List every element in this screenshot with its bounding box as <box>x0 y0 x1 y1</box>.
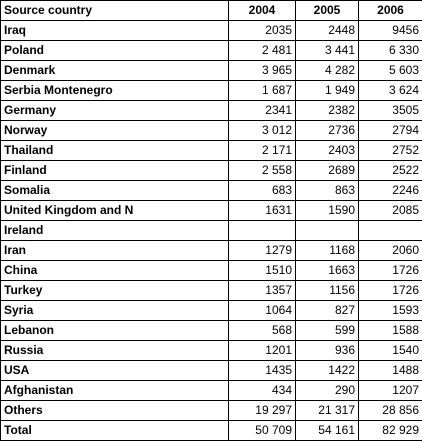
country-cell: Serbia Montenegro <box>1 81 229 101</box>
value-cell-2005 <box>296 221 359 241</box>
value-cell-2006: 5 603 <box>359 61 422 81</box>
value-cell-2004: 2 171 <box>229 141 296 161</box>
table-row <box>1 81 422 101</box>
value-cell-2005: 290 <box>296 381 359 401</box>
value-cell-2004: 1201 <box>229 341 296 361</box>
table-row <box>1 341 422 361</box>
value-cell-2004: 2 481 <box>229 41 296 61</box>
table-row <box>1 61 422 81</box>
country-cell: Poland <box>1 41 229 61</box>
country-cell: Iran <box>1 241 229 261</box>
value-cell-2005: 1156 <box>296 281 359 301</box>
value-cell-2006: 1726 <box>359 281 422 301</box>
value-cell-2005: 4 282 <box>296 61 359 81</box>
value-cell-2005: 863 <box>296 181 359 201</box>
year-header-2004: 2004 <box>229 1 296 21</box>
table-row <box>1 321 422 341</box>
value-cell-2006: 82 929 <box>359 421 422 441</box>
country-cell: Finland <box>1 161 229 181</box>
country-cell: Total <box>1 421 229 441</box>
value-cell-2005: 599 <box>296 321 359 341</box>
country-cell: Turkey <box>1 281 229 301</box>
value-cell-2006: 28 856 <box>359 401 422 421</box>
value-cell-2004 <box>229 221 296 241</box>
value-cell-2006: 1207 <box>359 381 422 401</box>
country-cell: China <box>1 261 229 281</box>
value-cell-2004: 3 965 <box>229 61 296 81</box>
value-cell-2006: 2246 <box>359 181 422 201</box>
value-cell-2005: 54 161 <box>296 421 359 441</box>
value-cell-2005: 827 <box>296 301 359 321</box>
value-cell-2006: 2522 <box>359 161 422 181</box>
value-cell-2005: 1663 <box>296 261 359 281</box>
value-cell-2006: 2085 <box>359 201 422 221</box>
table-row <box>1 101 422 121</box>
country-cell: Lebanon <box>1 321 229 341</box>
value-cell-2006: 1726 <box>359 261 422 281</box>
table-row <box>1 301 422 321</box>
country-cell: Somalia <box>1 181 229 201</box>
value-cell-2005: 2382 <box>296 101 359 121</box>
country-cell: Germany <box>1 101 229 121</box>
country-cell: Others <box>1 401 229 421</box>
year-header-2006: 2006 <box>359 1 422 21</box>
table-row <box>1 241 422 261</box>
value-cell-2006 <box>359 221 422 241</box>
table-row <box>1 201 422 221</box>
value-cell-2004: 1064 <box>229 301 296 321</box>
value-cell-2006: 3505 <box>359 101 422 121</box>
value-cell-2005: 21 317 <box>296 401 359 421</box>
table-row <box>1 161 422 181</box>
table-row <box>1 21 422 41</box>
table-row <box>1 361 422 381</box>
table-row <box>1 281 422 301</box>
country-cell: Russia <box>1 341 229 361</box>
value-cell-2005: 2448 <box>296 21 359 41</box>
value-cell-2004: 434 <box>229 381 296 401</box>
country-cell: Denmark <box>1 61 229 81</box>
value-cell-2004: 3 012 <box>229 121 296 141</box>
country-cell: Ireland <box>1 221 229 241</box>
country-cell: Syria <box>1 301 229 321</box>
value-cell-2005: 2403 <box>296 141 359 161</box>
header-row <box>1 1 422 21</box>
table-row <box>1 221 422 241</box>
value-cell-2006: 3 624 <box>359 81 422 101</box>
value-cell-2006: 2794 <box>359 121 422 141</box>
value-cell-2005: 1168 <box>296 241 359 261</box>
value-cell-2004: 1 687 <box>229 81 296 101</box>
value-cell-2006: 1588 <box>359 321 422 341</box>
year-header-2005: 2005 <box>296 1 359 21</box>
value-cell-2006: 1488 <box>359 361 422 381</box>
table-row <box>1 41 422 61</box>
country-cell: Thailand <box>1 141 229 161</box>
country-cell: United Kingdom and N <box>1 201 229 221</box>
table-row <box>1 401 422 421</box>
value-cell-2005: 1 949 <box>296 81 359 101</box>
value-cell-2004: 19 297 <box>229 401 296 421</box>
value-cell-2004: 1631 <box>229 201 296 221</box>
table-row <box>1 381 422 401</box>
country-cell: Afghanistan <box>1 381 229 401</box>
value-cell-2004: 50 709 <box>229 421 296 441</box>
country-cell: Iraq <box>1 21 229 41</box>
value-cell-2004: 1357 <box>229 281 296 301</box>
value-cell-2006: 6 330 <box>359 41 422 61</box>
value-cell-2005: 1422 <box>296 361 359 381</box>
value-cell-2006: 9456 <box>359 21 422 41</box>
table-row <box>1 141 422 161</box>
source-country-header: Source country <box>1 1 229 21</box>
value-cell-2004: 683 <box>229 181 296 201</box>
country-cell: Norway <box>1 121 229 141</box>
value-cell-2006: 1593 <box>359 301 422 321</box>
value-cell-2006: 1540 <box>359 341 422 361</box>
value-cell-2004: 1435 <box>229 361 296 381</box>
value-cell-2004: 2341 <box>229 101 296 121</box>
value-cell-2004: 1510 <box>229 261 296 281</box>
table-row <box>1 261 422 281</box>
table-body <box>1 21 422 441</box>
value-cell-2005: 2736 <box>296 121 359 141</box>
value-cell-2004: 2 558 <box>229 161 296 181</box>
value-cell-2005: 3 441 <box>296 41 359 61</box>
value-cell-2005: 1590 <box>296 201 359 221</box>
table-row <box>1 121 422 141</box>
value-cell-2004: 568 <box>229 321 296 341</box>
value-cell-2006: 2752 <box>359 141 422 161</box>
value-cell-2005: 2689 <box>296 161 359 181</box>
value-cell-2004: 2035 <box>229 21 296 41</box>
table-row <box>1 181 422 201</box>
value-cell-2006: 2060 <box>359 241 422 261</box>
value-cell-2005: 936 <box>296 341 359 361</box>
table-row <box>1 421 422 441</box>
country-cell: USA <box>1 361 229 381</box>
value-cell-2004: 1279 <box>229 241 296 261</box>
